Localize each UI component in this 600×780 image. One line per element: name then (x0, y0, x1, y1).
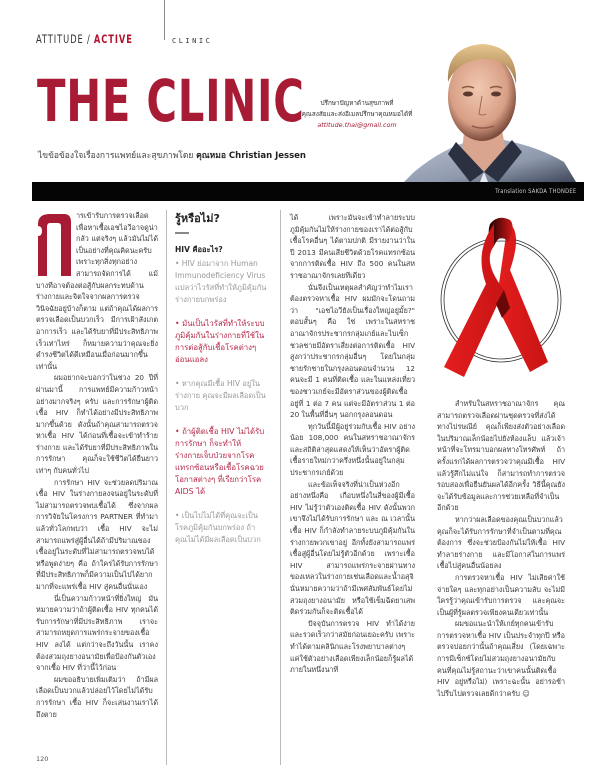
paragraph: ารเข้ารับการตรวจเลือดเพื่อหาเชื้อเอชไอวีอาจดูน่ากลัว แต่จริงๆ แล้วมันไม่ได้เป็นอย่างที่คุณคิดนะครับ เพราะทุกสิ่งทุกอย่างสามารถจัดการได้ แม้บางทีอาจต้องต่อสู้กับผลกระทบด้านร่างกายและจิตใจจากผลการตรวจวินิจฉัยอยู่บ้างก็ตาม แต่ถ้าคุณได้ผลการตรวจเลือดเป็นบวกเร็ว มีการเฝ้าสังเกตอาการเร็ว และได้รับยาที่มีประสิทธิภาพเร็วเท่าไหร่ ก็หมายความว่าคุณจะยิ่งดำรงชีวิตได้ดีเหมือนเมื่อก่อนมากขึ้นเท่านั้น (36, 211, 158, 371)
paragraph: การรักษา HIV จะช่วยลดปริมาณเชื้อ HIV ในร่างกายลงจนอยู่ในระดับที่ไม่สามารถตรวจพบเชื้อได้ ซึ่งจากผลการวิจัยในโครงการ PARTNER ที่ทำมาแล้วทั่วโลกพบว่า เชื้อ HIV จะไม่สามารถแพร่สู่ผู้อื่นได้ถ้ามีปริมาณของเชื้ออยู่ในระดับที่ไม่สามารถตรวจพบได้ หรือพูดง่ายๆ คือ ถ้าใครได้รับการรักษาที่มีประสิทธิภาพก็มีความเป็นไปได้ยากมากที่จะแพร่เชื้อ HIV สู่คนอื่นนั่นเอง (36, 477, 158, 591)
article-column-4 (437, 398, 565, 699)
contact-email[interactable]: attitude.thai@gmail.com (317, 121, 397, 129)
paragraph: หากว่าผลเลือดของคุณเป็นบวกแล้ว คุณก็จะได้รับการรักษาที่จำเป็นตามที่คุณต้องการ ซึ่งจะช่วยป้องกันไม่ให้เชื้อ HIV ทำลายร่างกาย และมีโอกาสในการแพร่เชื้อไปสู่คนอื่นน้อยลง (437, 514, 565, 571)
paragraph: ผมอยากจะบอกว่าในช่วง 20 ปีที่ผ่านมานี้ การแพทย์มีความก้าวหน้าอย่างมากจริงๆ ครับ และการรักษาผู้ติดเชื้อ HIV ก็ทำได้อย่างมีประสิทธิภาพมากขึ้นด้วย ดังนั้นถ้าคุณสามารถตรวจหาเชื้อ HIV ได้ก่อนที่เชื้อจะเข้าทำร้ายร่างกาย และได้รับยาที่มีประสิทธิภาพในการรักษา คุณก็จะใช้ชีวิตได้ยืนยาวเท่าๆ กับคนทั่วไป (36, 373, 158, 476)
category-label: ACTIVE (93, 32, 133, 46)
sidebar-fact: • เป็นไปไม่ได้ที่คุณจะเป็นโรคภูมิคุ้มกันบกพร่อง ถ้าคุณไม่ได้มีผลเลือดเป็นบวก (175, 510, 261, 544)
article-column-3 (290, 212, 415, 676)
paragraph: สำหรับในสหราชอาณาจักร คุณสามารถตรวจเลือดผ่านชุดตรวจที่ส่งได้ทางไปรษณีย์ คุณก็เพียงส่งตัวอย่างเลือดในปริมาณเล็กน้อยไปยังห้องแล็บ แล้วเจ้าหน้าที่จะโทรมาบอกผลทางโทรศัพท์ ถ้าครั้งแรกได้ผลการตรวจว่าคุณมีเชื้อ HIV แล้วรู้สึกไม่แน่ใจ ก็สามารถทำการตรวจรอบสองเพื่อยืนยันผลได้อีกครั้ง วิธีนี้คุณยังจะได้รับข้อมูลและการช่วยเหลือที่จำเป็นอีกด้วย (437, 399, 565, 513)
slash: / (86, 32, 91, 46)
sidebar-fact-highlight: • มันเป็นไวรัสที่ทำให้ระบบภูมิคุ้มกันในร่างกายที่ใช้ในการต่อสู้กับเชื้อโรคต่างๆ อ่อนแอลง (175, 318, 265, 364)
paragraph: ได้ เพราะมันจะเข้าทำลายระบบภูมิคุ้มกันไม่ให้ร่างกายของเราได้ต่อสู้กับเชื้อโรคอื่นๆ ได้ตามปกติ มีรายงานว่าในปี 2013 มีคนเสียชีวิตด้วยโรคแทรกซ้อนจากการติดเชื้อ HIV ถึง 500 คนในสหราชอาณาจักรเลยทีเดียว (290, 213, 415, 280)
section-header (36, 28, 213, 46)
red-ribbon-icon (438, 212, 564, 392)
paragraph: ทุกวันนี้มีผู้อยู่ร่วมกับเชื้อ HIV อย่างน้อย 108,000 คนในสหราชอาณาจักร และสถิติล่าสุดแสดงให้เห็นว่าอัตราผู้ติดเชื้อรายใหม่กว่าครึ่งหนึ่งนั้นอยู่ในกลุ่มประชากรเกย์ด้วย (290, 421, 415, 478)
sidebar-fact: • HIV ย่อมาจาก Human Immunodeficiency Virus แปลว่าไวรัสที่ทำให้ภูมิคุ้มกันร่างกายบกพร่อง (175, 258, 267, 304)
did-you-know-sidebar (175, 212, 267, 558)
contact-line-1: ปรึกษาปัญหาด้านสุขภาพที่ (320, 99, 394, 107)
subsection-label: CLINIC (172, 37, 213, 45)
paragraph: การตรวจหาเชื้อ HIV ไม่เสียค่าใช้จ่ายใดๆ และทุกอย่างเป็นความลับ จะไม่มีใครรู้ว่าคุณเข้ารับการตรวจ และคุณจะเป็นผู้ที่รู้ผลตรวจเพียงคนเดียวเท่านั้น (437, 572, 565, 617)
sidebar-fact: • หากคุณมีเชื้อ HIV อยู่ในร่างกาย คุณจะมีผลเลือดเป็นบวก (175, 378, 266, 412)
doctor-photo (404, 22, 576, 182)
column-divider (166, 210, 167, 765)
paragraph: ผมขออธิบายเพิ่มเติมว่า ถ้ามีผลเลือดเป็นบวกแล้วปล่อยไว้โดยไม่ได้รับการรักษา เชื้อ HIV ก็จะเล่นงานเราได้ถึงตาย (36, 674, 158, 719)
paragraph: และข้อเท็จจริงที่น่าเป็นห่วงอีกอย่างหนึ่งคือ เกือบหนึ่งในสี่ของผู้มีเชื้อ HIV ไม่รู้ว่าตัวเองติดเชื้อ HIV ดังนั้นพวกเขาจึงไม่ได้รับการรักษา และ ณ เวลานั้น เชื้อ HIV ก็กำลังทำลายระบบภูมิคุ้มกันในร่างกายพวกเขาอยู่ อีกทั้งยังสามารถแพร่เชื้อสู่ผู้อื่นโดยไม่รู้ตัวอีกด้วย เพราะเชื้อ HIV สามารถแพร่กระจายผ่านทางของเหลวในร่างกายเช่นเลือดและน้ำอสุจิ นั่นหมายความว่าถ้ามีเพศสัมพันธ์โดยไม่สวมถุงยางอนามัย หรือใช้เข็มฉีดยาเสพติดร่วมกันก็จะติดเชื้อได้ (290, 479, 415, 617)
article-column-1 (36, 210, 158, 720)
contact-line-2: คุณสงสัยและส่งอีเมลปรึกษาคุณหมอได้ที่ (301, 110, 413, 118)
sidebar-question: HIV คืออะไร? (175, 245, 223, 254)
subtitle-text: ไขข้อข้องใจเรื่องการแพทย์และสุขภาพโดย (38, 151, 197, 161)
brand-label: ATTITUDE (36, 32, 84, 46)
subtitle-author: คุณหมอ Christian Jessen (196, 151, 306, 161)
translation-credit: Translation SAKDA THONDEE (494, 187, 576, 195)
sidebar-rule (175, 232, 189, 234)
page-title: THE CLINIC (37, 67, 305, 135)
header-divider (164, 0, 165, 40)
page-number: 120 (36, 755, 49, 763)
sidebar-heading: รู้หรือไม่? (175, 212, 220, 225)
section-label (36, 32, 133, 46)
page-subtitle (38, 148, 306, 162)
paragraph: ผมขอแนะนำให้เกย์ทุกคนเข้ารับการตรวจหาเชื้อ HIV เป็นประจำทุกปี หรือตรวจบ่อยกว่านั้นถ้าคุณเสี่ยง (โดยเฉพาะการมีเซ็กซ์โดยไม่สวมถุงยางอนามัยกับคนที่คุณไม่รู้สถานะว่าเขาคนนั้นติดเชื้อ HIV อยู่หรือไม่) เพราะฉะนั้น อย่ารอช้า ไปรีบไปตรวจเลยดีกว่าครับ ☺ (437, 619, 565, 698)
sidebar-fact-highlight: • ถ้าผู้ติดเชื้อ HIV ไม่ได้รับการรักษา ก็จะทำให้ร่างกายเจ็บป่วยจากโรคแทรกซ้อนหรือเชื้อโรคฉวยโอกาสต่างๆ ที่เรียกว่าโรค AIDS ได้ (175, 426, 265, 496)
drop-cap (36, 214, 71, 276)
paragraph: นี่เป็นความก้าวหน้าที่ยิ่งใหญ่ มันหมายความว่าถ้าผู้ติดเชื้อ HIV ทุกคนได้รับการรักษาที่มีประสิทธิภาพ เราจะสามารถหยุดการแพร่กระจายของเชื้อ HIV ลงได้ แต่กว่าจะถึงวันนั้น เราคงต้องสวมถุงยางอนามัยเพื่อป้องกันตัวเองจากเชื้อ HIV ที่ว่านี้ไว้ก่อน (36, 593, 158, 673)
paragraph: ปัจจุบันการตรวจ HIV ทำได้ง่ายและรวดเร็วกว่าสมัยก่อนเยอะครับ เพราะทำได้ตามคลินิกและโรงพยาบาลต่างๆ แค่ใช้ตัวอย่างเลือดเพียงเล็กน้อยก็รู้ผลได้ภายในหนึ่งนาที (290, 618, 415, 675)
paragraph: นั่นจึงเป็นเหตุผลสำคัญว่าทำไมเราต้องตรวจหาเชื้อ HIV ผมมักจะโดนถามว่า "เอชไอวียังเป็นเรื่องใหญ่อยู่มั้ย?" ตอบสั้นๆ คือ ใช่ เพราะในสหราชอาณาจักรประชากรกลุ่มเกย์และไบเซ็กชวลชายมีอัตราเสี่ยงต่อการติดเชื้อ HIV สูงกว่าประชากรกลุ่มอื่นๆ โดยในกลุ่มชายรักชายในกรุงลอนดอนจำนวน 12 คนจะมี 1 คนที่ติดเชื้อ และในแหล่งเที่ยวของชาวเกย์จะมีอัตราส่วนของผู้ติดเชื้ออยู่ที่ 1 ต่อ 7 คน แต่จะมีอัตราส่วน 1 ต่อ 20 ในพื้นที่อื่นๆ นอกกรุงลอนดอน (290, 282, 415, 420)
header-bar (32, 182, 584, 201)
column-divider (280, 210, 281, 765)
